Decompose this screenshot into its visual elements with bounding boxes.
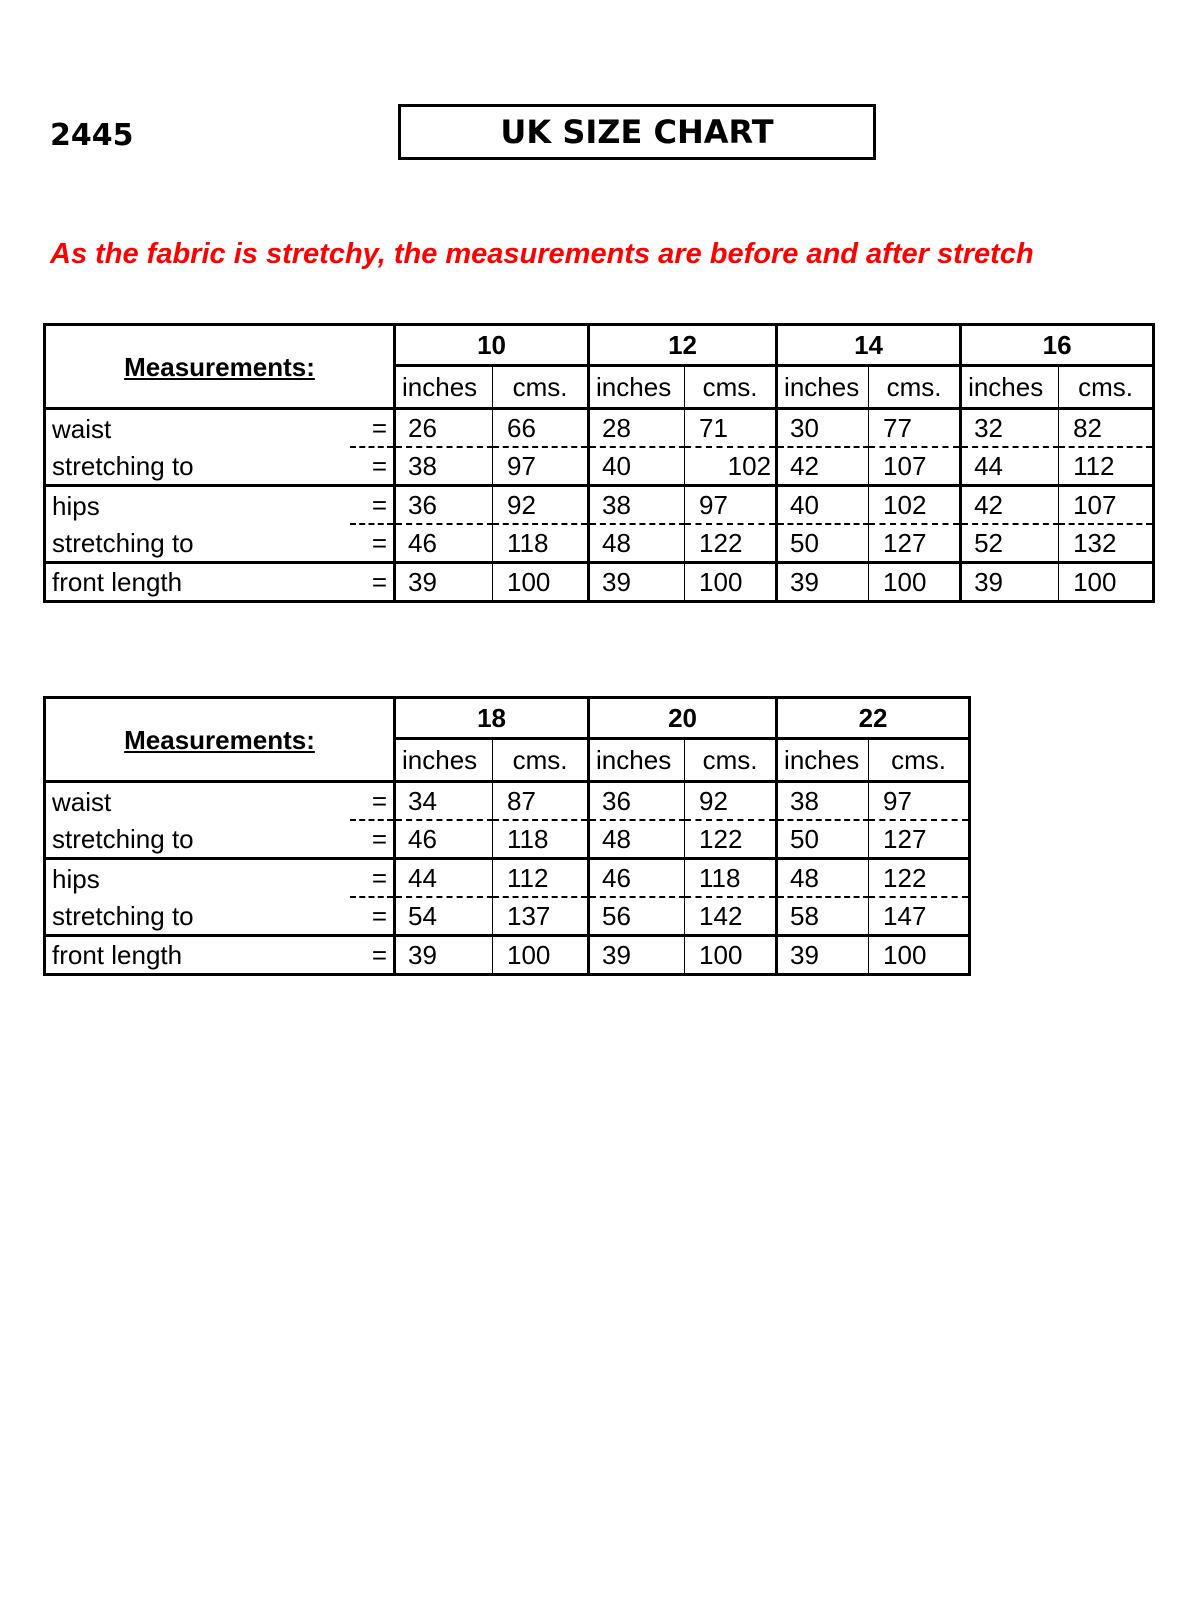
cell-inches: 39 (395, 936, 493, 975)
cell-cms: 66 (493, 409, 589, 448)
row-label: stretching to (45, 524, 350, 563)
cell-cms: 142 (685, 897, 777, 936)
size-chart-table-2 (43, 696, 971, 976)
unit-inches: inches (961, 366, 1059, 409)
cell-cms: 118 (493, 820, 589, 859)
cell-inches: 38 (777, 782, 869, 821)
cell-cms: 132 (1059, 524, 1154, 563)
cell-inches: 52 (961, 524, 1059, 563)
table-row (45, 524, 1154, 563)
cell-inches: 39 (395, 563, 493, 602)
unit-cms: cms. (685, 739, 777, 782)
row-label: front length (45, 563, 350, 602)
cell-inches: 50 (777, 524, 869, 563)
unit-inches: inches (589, 739, 685, 782)
cell-cms: 122 (685, 820, 777, 859)
unit-cms: cms. (869, 366, 961, 409)
size-header-14: 14 (777, 325, 961, 366)
equals-sign: = (350, 782, 395, 821)
equals-sign: = (350, 447, 395, 486)
table-row (45, 486, 1154, 525)
cell-inches: 58 (777, 897, 869, 936)
cell-cms: 112 (493, 859, 589, 898)
table-row (45, 936, 970, 975)
cell-inches: 36 (589, 782, 685, 821)
page-title: UK SIZE CHART (398, 104, 876, 160)
cell-inches: 39 (777, 936, 869, 975)
equals-sign: = (350, 563, 395, 602)
cell-cms: 122 (869, 859, 970, 898)
unit-inches: inches (777, 739, 869, 782)
cell-inches: 28 (589, 409, 685, 448)
equals-sign: = (350, 409, 395, 448)
cell-cms: 127 (869, 524, 961, 563)
unit-inches: inches (395, 366, 493, 409)
cell-cms: 100 (685, 563, 777, 602)
cell-inches: 40 (777, 486, 869, 525)
cell-cms: 71 (685, 409, 777, 448)
table-row (45, 897, 970, 936)
size-header-20: 20 (589, 698, 777, 739)
cell-inches: 39 (961, 563, 1059, 602)
row-label: waist (45, 782, 350, 821)
unit-cms: cms. (685, 366, 777, 409)
unit-cms: cms. (493, 366, 589, 409)
cell-inches: 40 (589, 447, 685, 486)
cell-inches: 48 (589, 820, 685, 859)
size-header-16: 16 (961, 325, 1154, 366)
cell-inches: 30 (777, 409, 869, 448)
cell-inches: 34 (395, 782, 493, 821)
row-label: stretching to (45, 897, 350, 936)
row-label: hips (45, 486, 350, 525)
cell-cms: 82 (1059, 409, 1154, 448)
cell-cms: 102 (685, 447, 777, 486)
cell-inches: 44 (961, 447, 1059, 486)
cell-inches: 39 (589, 563, 685, 602)
equals-sign: = (350, 936, 395, 975)
cell-cms: 107 (1059, 486, 1154, 525)
unit-inches: inches (395, 739, 493, 782)
cell-inches: 26 (395, 409, 493, 448)
table-row (45, 447, 1154, 486)
table-row (45, 409, 1154, 448)
unit-inches: inches (589, 366, 685, 409)
row-label: stretching to (45, 820, 350, 859)
row-label: front length (45, 936, 350, 975)
cell-inches: 32 (961, 409, 1059, 448)
row-label: stretching to (45, 447, 350, 486)
unit-cms: cms. (1059, 366, 1154, 409)
measurements-header (45, 698, 395, 782)
cell-inches: 46 (395, 820, 493, 859)
cell-cms: 100 (685, 936, 777, 975)
cell-cms: 100 (869, 563, 961, 602)
size-header-22: 22 (777, 698, 970, 739)
equals-sign: = (350, 486, 395, 525)
cell-cms: 118 (685, 859, 777, 898)
cell-inches: 50 (777, 820, 869, 859)
table-row (45, 820, 970, 859)
cell-cms: 97 (493, 447, 589, 486)
equals-sign: = (350, 820, 395, 859)
cell-cms: 100 (493, 936, 589, 975)
cell-cms: 92 (685, 782, 777, 821)
cell-inches: 48 (589, 524, 685, 563)
cell-inches: 38 (589, 486, 685, 525)
cell-cms: 97 (869, 782, 970, 821)
table-row (45, 782, 970, 821)
cell-inches: 56 (589, 897, 685, 936)
cell-cms: 147 (869, 897, 970, 936)
cell-inches: 46 (395, 524, 493, 563)
cell-cms: 127 (869, 820, 970, 859)
cell-inches: 44 (395, 859, 493, 898)
cell-cms: 77 (869, 409, 961, 448)
equals-sign: = (350, 859, 395, 898)
row-label: waist (45, 409, 350, 448)
cell-cms: 100 (1059, 563, 1154, 602)
cell-inches: 42 (777, 447, 869, 486)
equals-sign: = (350, 524, 395, 563)
cell-inches: 48 (777, 859, 869, 898)
cell-inches: 54 (395, 897, 493, 936)
table-row (45, 859, 970, 898)
cell-inches: 42 (961, 486, 1059, 525)
cell-cms: 87 (493, 782, 589, 821)
size-header-12: 12 (589, 325, 777, 366)
measurements-header-label: Measurements: (124, 351, 315, 382)
style-code: 2445 (50, 118, 134, 153)
stretch-note: As the fabric is stretchy, the measurements are before and after stretch (50, 238, 1034, 270)
size-chart-table-1 (43, 323, 1155, 603)
cell-cms: 97 (685, 486, 777, 525)
cell-inches: 39 (777, 563, 869, 602)
cell-inches: 36 (395, 486, 493, 525)
cell-inches: 39 (589, 936, 685, 975)
cell-cms: 107 (869, 447, 961, 486)
unit-cms: cms. (493, 739, 589, 782)
table-row (45, 563, 1154, 602)
unit-cms: cms. (869, 739, 970, 782)
size-header-10: 10 (395, 325, 589, 366)
cell-cms: 122 (685, 524, 777, 563)
cell-inches: 46 (589, 859, 685, 898)
measurements-header-label: Measurements: (124, 724, 315, 755)
cell-cms: 118 (493, 524, 589, 563)
unit-inches: inches (777, 366, 869, 409)
size-header-18: 18 (395, 698, 589, 739)
cell-cms: 92 (493, 486, 589, 525)
row-label: hips (45, 859, 350, 898)
cell-cms: 112 (1059, 447, 1154, 486)
cell-cms: 137 (493, 897, 589, 936)
cell-inches: 38 (395, 447, 493, 486)
cell-cms: 100 (493, 563, 589, 602)
cell-cms: 102 (869, 486, 961, 525)
equals-sign: = (350, 897, 395, 936)
cell-cms: 100 (869, 936, 970, 975)
measurements-header (45, 325, 395, 409)
